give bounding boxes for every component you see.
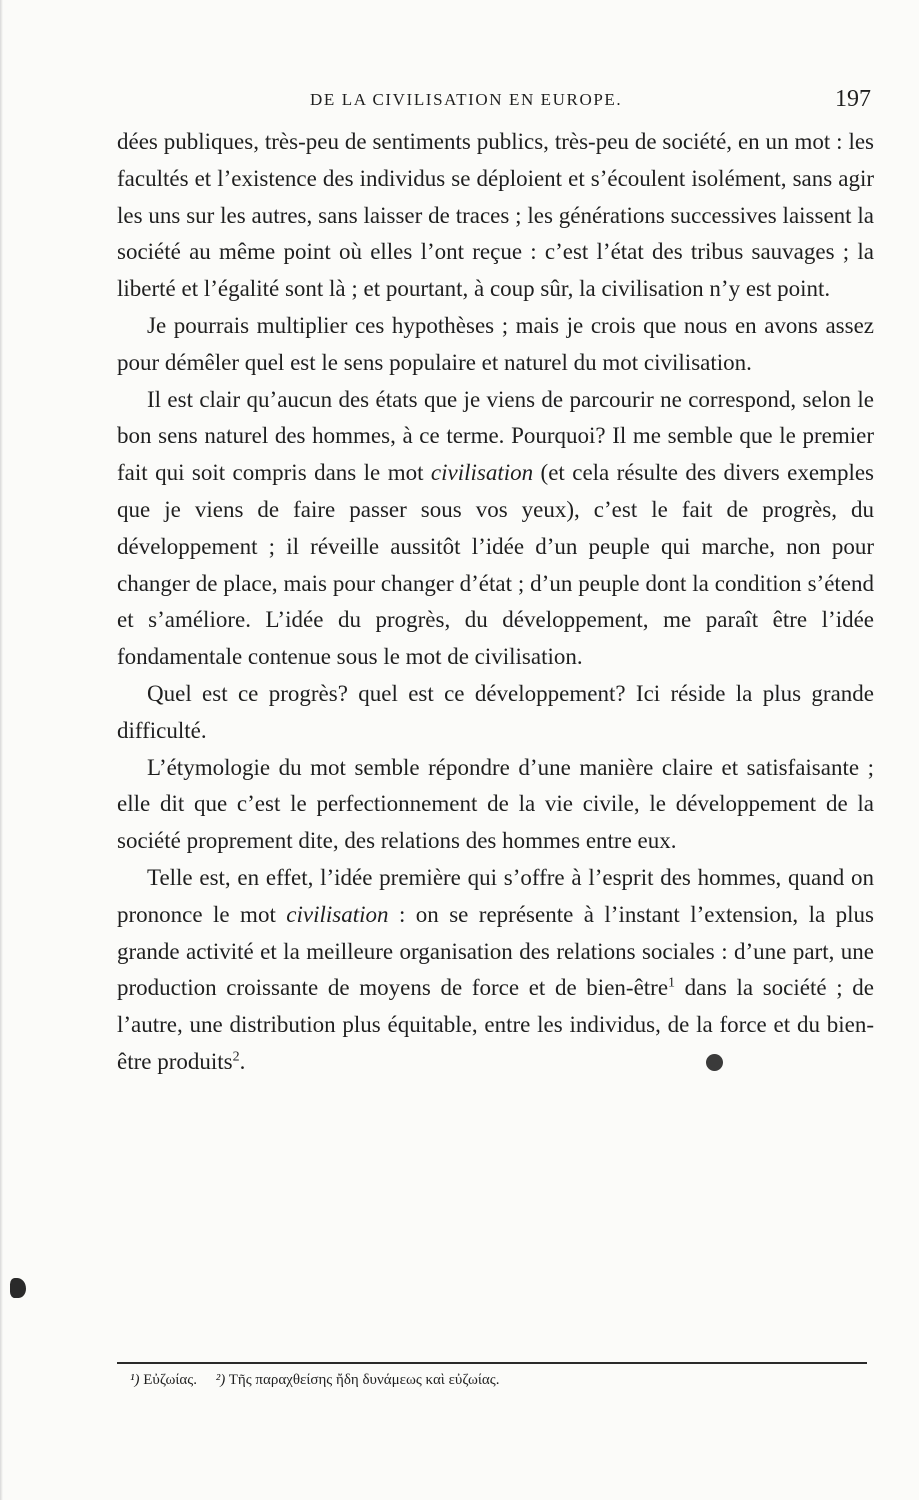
paragraph-5: L’étymologie du mot semble répondre d’une manière claire et satisfaisante ; elle dit que c’est le perfectionnement de la vie civile, le développement de la société proprement dite, des relations des hommes entre eux. [117, 754, 874, 854]
body-text [117, 124, 874, 1081]
paragraph-3-part-a: Il est clair qu’aucun des états que je viens de parcourir ne correspond, selon le bon sens naturel des hommes, à ce terme. Pourquoi? Il me semble que le premier fait qui soit compris dans le mot [117, 386, 874, 486]
paragraph-6 [117, 860, 874, 1081]
footnote-2-text: Τῆς παραχθείσης ἤδη δυνάμεως καὶ εὐζωίας. [228, 1372, 500, 1388]
page-edge-shadow [0, 0, 3, 1500]
footnote-ref-1: 1 [668, 975, 676, 991]
ink-spot [706, 1054, 723, 1071]
paragraph-4: Quel est ce progrès? quel est ce développement? Ici réside la plus grande difficulté. [117, 680, 874, 743]
footnote-1-text: Εὐζωίας. [143, 1372, 197, 1388]
paragraph-2: Je pourrais multiplier ces hypothèses ; mais je crois que nous en avons assez pour démêler quel est le sens populaire et naturel du mot civilisation. [117, 312, 874, 375]
footnotes [130, 1372, 499, 1389]
paragraph-3 [117, 382, 874, 676]
running-head [310, 86, 871, 116]
paragraph-6-emphasis: civilisation [286, 901, 389, 927]
paragraph-1: dées publiques, très-peu de sentiments publics, très-peu de société, en un mot : les facultés et l’existence des individus se déploient et s’écoulent isolément, sans agir les uns sur les autres, sans laisser de traces ; les générations successives laissent la société au même point où elles l’ont reçue : c’est l’état des tribus sauvages ; la liberté et l’égalité sont là ; et pourtant, à coup sûr, la civilisation n’y est point. [117, 129, 874, 302]
binding-mark [10, 1278, 26, 1298]
footnote-1-mark: ¹) [130, 1372, 140, 1388]
paragraph-6-part-a: Telle est, en effet, l’idée première qui s’offre à l’esprit des hommes, quand on prononce le mot [117, 864, 874, 927]
footnote-divider [117, 1362, 867, 1364]
page-number: 197 [835, 86, 871, 112]
paragraph-6-part-c: dans la société ; de l’autre, une distribution plus équitable, entre les individus, de la force et du bien-être produits [117, 975, 874, 1074]
paragraph-6-part-d: . [239, 1048, 246, 1074]
paragraph-6-part-b: : on se représente à l’instant l’extension, la plus grande activité et la meilleure organisation des relations sociales : d’une part, une production croissante de moyens de force et de bien-être [117, 901, 874, 1001]
running-title: DE LA CIVILISATION EN EUROPE. [310, 90, 623, 109]
paragraph-3-part-b: (et cela résulte des divers exemples que je viens de faire passer sous vos yeux), c’est le fait de progrès, du développement ; il réveille aussitôt l’idée d’un peuple qui marche, non pour changer de place, mais pour changer d’état ; d’un peuple dont la condition s’étend et s’améliore. L’idée du progrès, du développement, me paraît être l’idée fondamentale contenue sous le mot de civilisation. [117, 460, 874, 670]
footnote-ref-2: 2 [232, 1049, 240, 1065]
footnote-2-mark: ²) [215, 1372, 226, 1388]
paragraph-3-emphasis: civilisation [430, 460, 534, 486]
